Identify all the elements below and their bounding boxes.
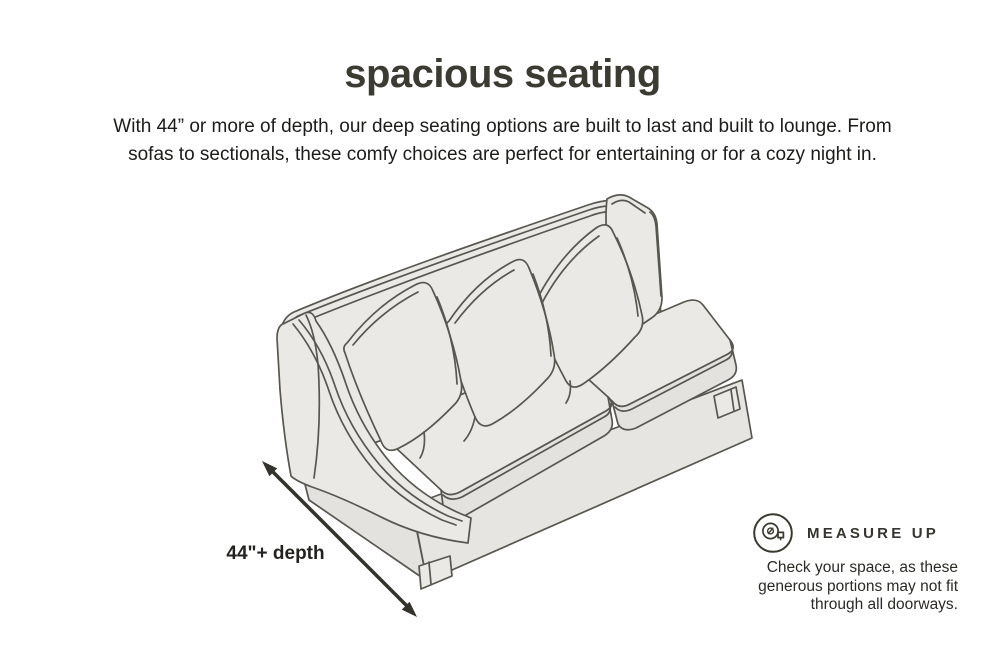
depth-dimension-arrow bbox=[245, 448, 430, 628]
measure-up-note bbox=[752, 559, 958, 615]
intro-paragraph bbox=[0, 113, 1005, 168]
measure-up-heading: MEASURE UP bbox=[807, 524, 940, 542]
tape-measure-icon bbox=[752, 512, 794, 554]
intro-line-1: With 44” or more of depth, our deep seating options are built to last and built to lounge. From bbox=[113, 116, 892, 137]
measure-up-note-line-1: Check your space, as these bbox=[766, 559, 958, 576]
measure-up-note-line-2: generous portions may not fit bbox=[758, 577, 958, 595]
measure-up-note-line-3: through all doorways. bbox=[810, 596, 958, 614]
measure-up-header bbox=[752, 512, 958, 554]
measure-up-block bbox=[752, 512, 958, 615]
intro-line-2: sofas to sectionals, these comfy choices are perfect for entertaining or for a cozy night in. bbox=[128, 143, 877, 165]
page-title: spacious seating bbox=[344, 52, 661, 96]
depth-dimension-label: 44"+ depth bbox=[226, 543, 325, 564]
